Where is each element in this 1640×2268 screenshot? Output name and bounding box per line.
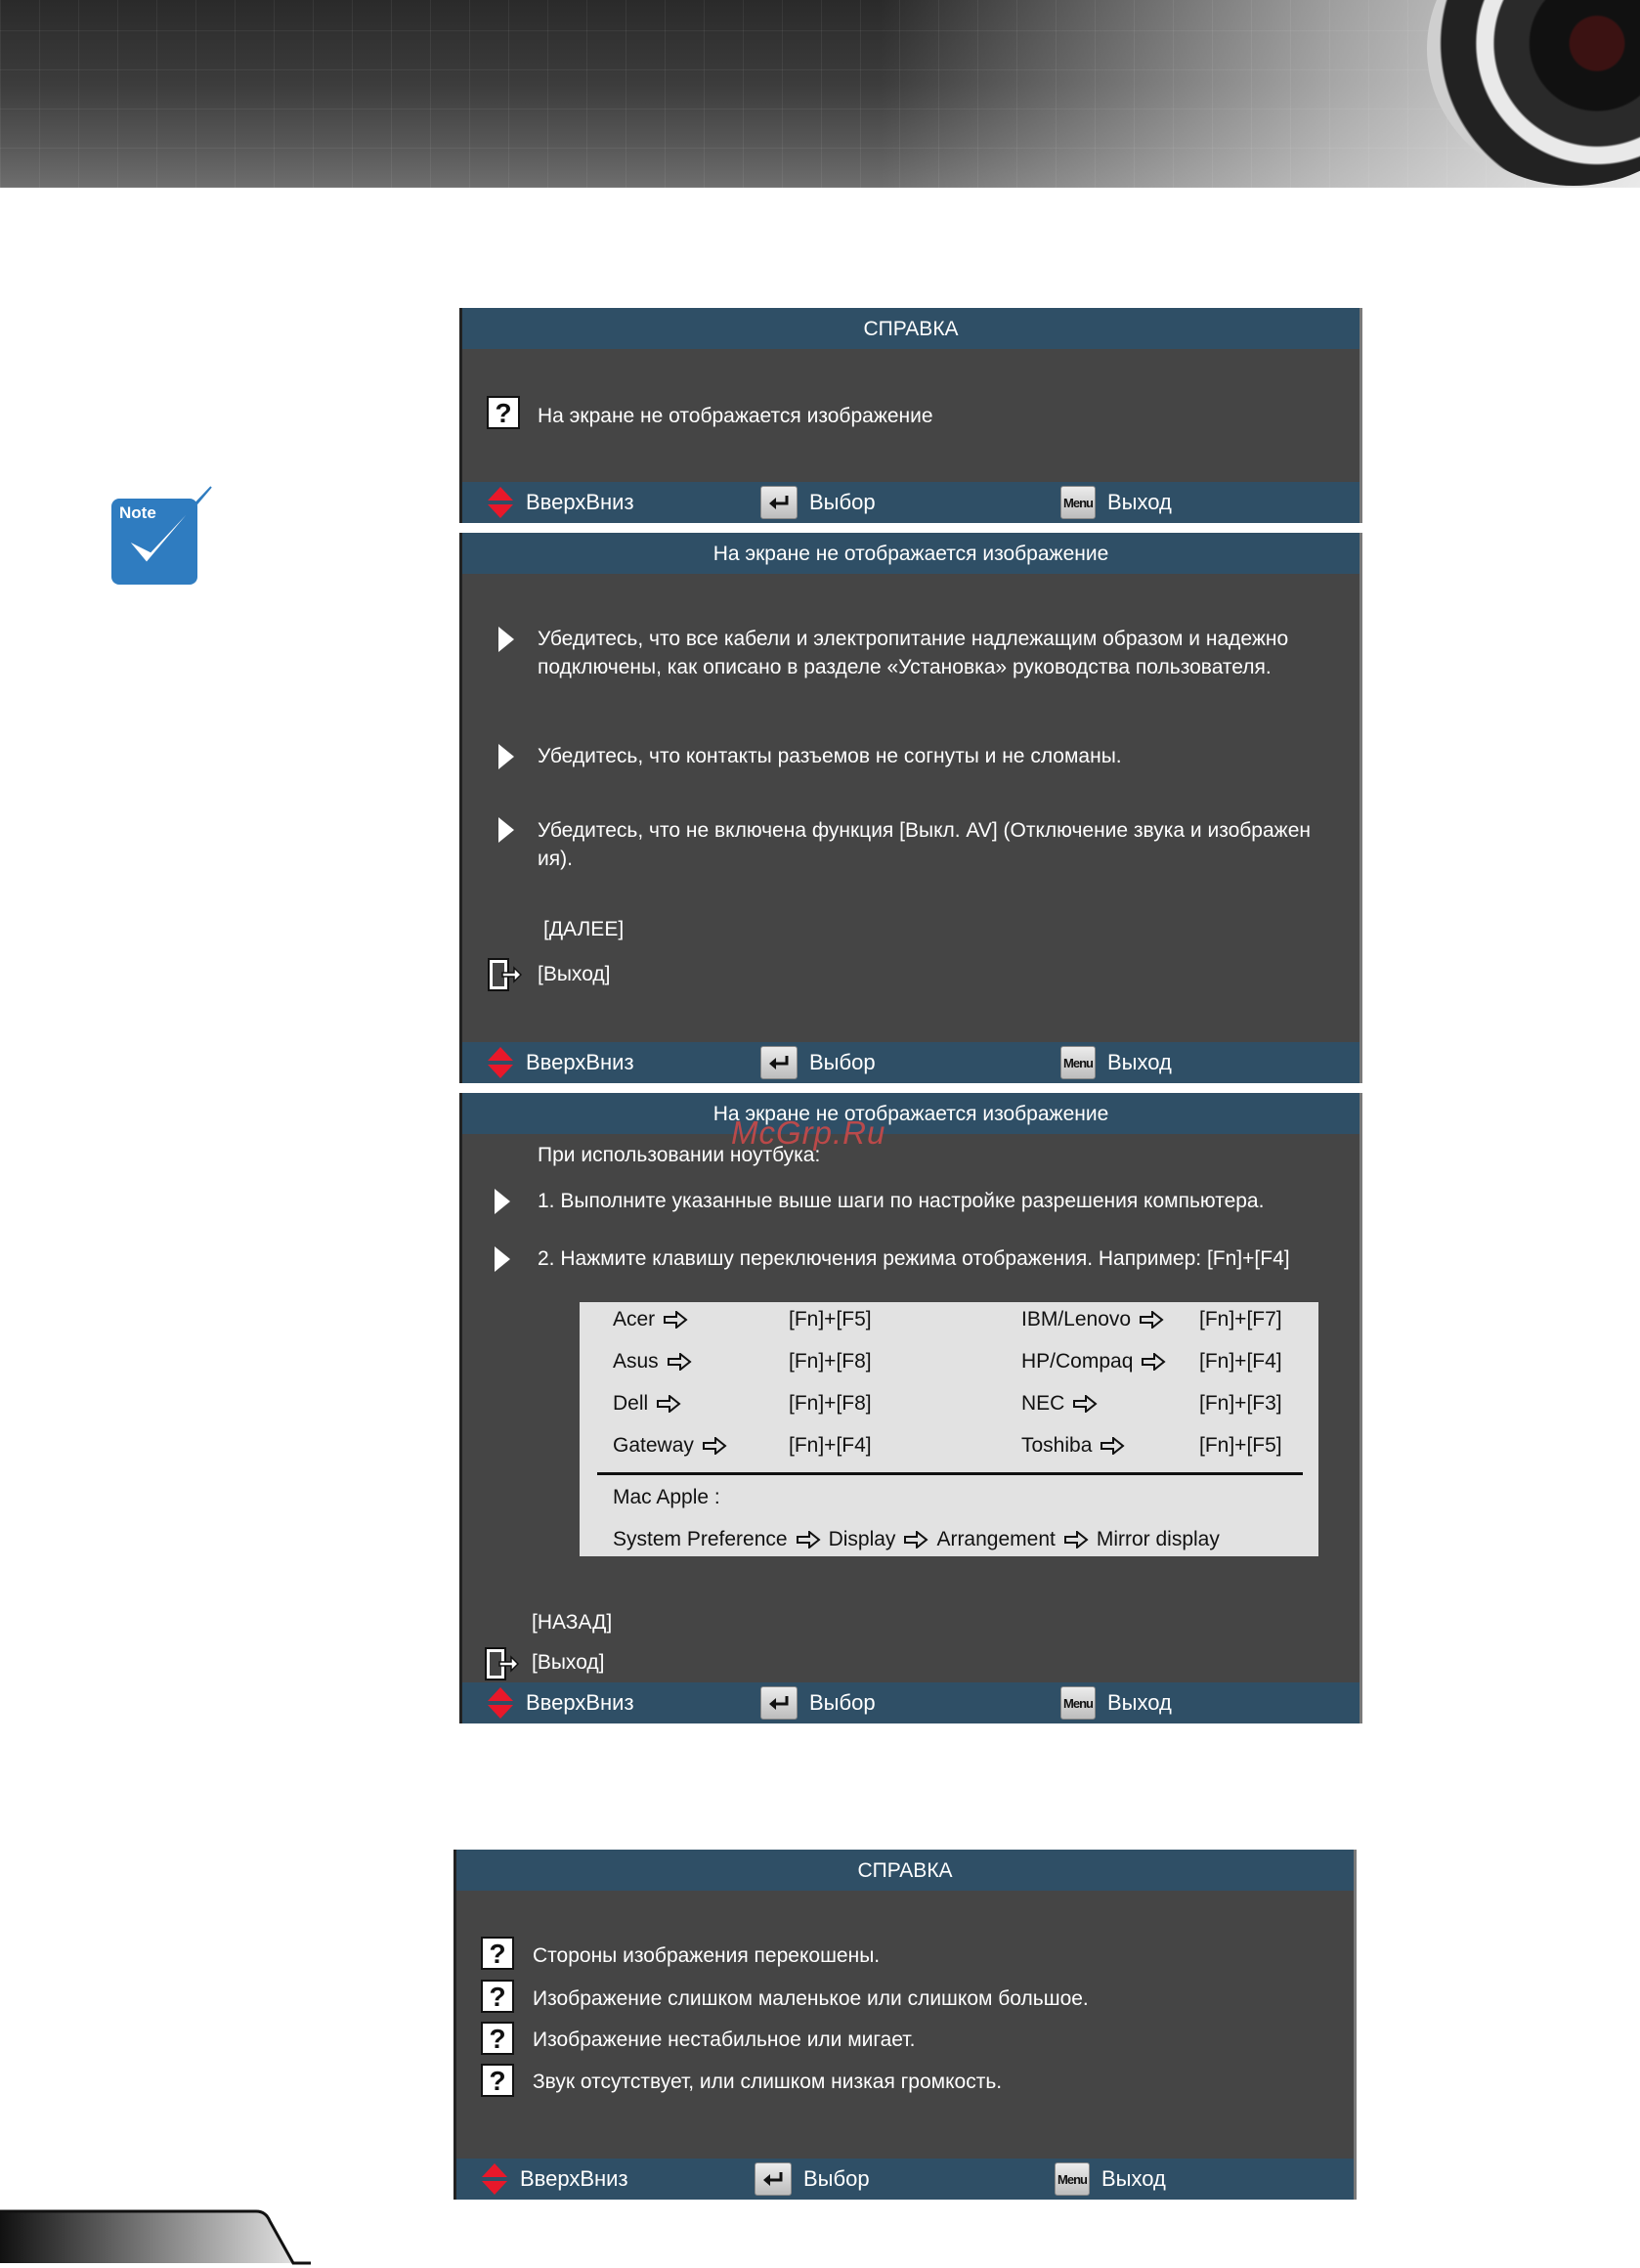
shortcut-keys: [Fn]+[F8] [789,1392,872,1415]
shortcut-keys: [Fn]+[F5] [789,1308,872,1330]
panel2-title: На экране не отображается изображение [462,533,1359,574]
mac-label: Mac Apple : [613,1486,720,1508]
footer-exit [1055,2159,1166,2200]
updown-arrows-icon [481,2162,508,2196]
footer-updown [487,1042,634,1083]
shortcut-brand: Acer [613,1306,688,1333]
exit-link[interactable]: [Выход] [532,1651,605,1674]
back-link[interactable]: [НАЗАД] [532,1611,613,1634]
shortcut-keys: [Fn]+[F8] [789,1350,872,1373]
footer-exit [1060,1042,1172,1083]
exit-link[interactable]: [Выход] [538,963,611,985]
right-arrow-icon [702,1437,727,1455]
question-icon: ? [481,1937,514,1970]
shortcut-brand: NEC [1021,1390,1098,1418]
right-arrow-icon [656,1395,681,1413]
shortcut-brand: HP/Compaq [1021,1348,1166,1375]
note-label: Note [119,503,156,522]
footer-updown-label: ВверхВниз [526,1050,634,1074]
footer-select-label: Выбор [809,1050,876,1074]
enter-key-icon [760,486,798,519]
no-image-panel-1 [459,533,1362,1083]
question-icon: ? [481,1980,514,2013]
footer-updown-label: ВверхВниз [526,1690,634,1715]
right-arrow-icon [1139,1311,1164,1329]
laptop-shortcut-table [580,1302,1318,1556]
shortcut-brand: Asus [613,1348,692,1375]
footer-updown [487,482,634,523]
footer-exit [1060,482,1172,523]
menu-key-icon: Menu [1055,2162,1090,2196]
right-arrow-icon [796,1531,821,1548]
footer-exit-label: Выход [1101,2166,1166,2191]
menu-item-keystone[interactable]: Стороны изображения перекошены. [533,1944,881,1967]
panel2-footer [462,1042,1359,1083]
watermark: McGrp.Ru [731,1114,886,1151]
bullet-pins: Убедитесь, что контакты разъемов не согнуты и не сломаны. [538,745,1122,767]
step-1: 1. Выполните указанные выше шаги по настройке разрешения компьютера. [538,1190,1265,1212]
panel4-footer [456,2159,1354,2200]
panel3-title: На экране не отображается изображение [462,1093,1359,1134]
header-banner [0,0,1640,188]
right-arrow-icon [1100,1437,1125,1455]
footer-updown [487,1682,634,1723]
footer-select [760,1682,876,1723]
footer-select [755,2159,870,2200]
table-divider [597,1472,1303,1475]
bullet-av-mute-line1: Убедитесь, что не включена функция [Выкл. AV] (Отключение звука и изображен [538,819,1311,842]
question-icon: ? [487,396,520,429]
exit-door-icon [487,957,522,992]
footer-exit-label: Выход [1107,1690,1172,1715]
menu-key-icon: Menu [1060,1046,1096,1079]
shortcut-brand: IBM/Lenovo [1021,1306,1164,1333]
help-panel-more [453,1850,1357,2200]
updown-arrows-icon [487,1046,514,1079]
shortcut-keys: [Fn]+[F7] [1199,1308,1282,1330]
footer-select-label: Выбор [809,1690,876,1715]
footer-select [760,482,876,523]
panel1-footer [462,482,1359,523]
help-panel-main [459,308,1362,523]
right-arrow-icon [667,1353,692,1371]
menu-key-icon: Menu [1060,486,1096,519]
footer-updown [481,2159,628,2200]
footer-updown-label: ВверхВниз [526,490,634,514]
menu-key-icon: Menu [1060,1686,1096,1720]
updown-arrows-icon [487,1686,514,1720]
shortcut-brand: Toshiba [1021,1432,1125,1460]
shortcut-keys: [Fn]+[F4] [789,1434,872,1457]
shortcut-keys: [Fn]+[F3] [1199,1392,1282,1415]
step-2: 2. Нажмите клавишу переключения режима отображения. Например: [Fn]+[F4] [538,1247,1290,1270]
footer-select [760,1042,876,1083]
updown-arrows-icon [487,486,514,519]
shortcut-brand: Gateway [613,1432,727,1460]
panel4-title: СПРАВКА [456,1850,1354,1891]
page-corner-decoration [0,2209,313,2268]
laptop-intro: При использовании ноутбука: [538,1144,821,1166]
footer-exit [1060,1682,1172,1723]
menu-item-size[interactable]: Изображение слишком маленькое или слишком большое. [533,1987,1089,2010]
right-arrow-icon [903,1531,928,1548]
question-icon: ? [481,2064,514,2097]
enter-key-icon [760,1686,798,1720]
menu-item-sound[interactable]: Звук отсутствует, или слишком низкая громкость. [533,2071,1003,2093]
enter-key-icon [755,2162,792,2196]
menu-item-unstable[interactable]: Изображение нестабильное или мигает. [533,2028,916,2051]
footer-select-label: Выбор [803,2166,870,2191]
footer-updown-label: ВверхВниз [520,2166,628,2191]
note-check-icon [109,485,219,589]
bullet-av-mute-line2: ия). [538,848,573,870]
triangle-bullet-icon [498,744,514,769]
footer-exit-label: Выход [1107,1050,1172,1074]
exit-door-icon [484,1646,519,1681]
triangle-bullet-icon [498,817,514,843]
bullet-cables-line2: подключены, как описано в разделе «Установка» руководства пользователя. [538,656,1272,678]
right-arrow-icon [1063,1531,1089,1548]
enter-key-icon [760,1046,798,1079]
next-link[interactable]: [ДАЛЕЕ] [543,918,625,940]
shortcut-brand: Dell [613,1390,681,1418]
right-arrow-icon [1072,1395,1098,1413]
triangle-bullet-icon [495,1246,510,1272]
panel3-footer [462,1682,1359,1723]
triangle-bullet-icon [495,1189,510,1214]
right-arrow-icon [663,1311,688,1329]
shortcut-keys: [Fn]+[F5] [1199,1434,1282,1457]
mac-path: System Preference Display Arrangement Mirror display [613,1528,1220,1550]
right-arrow-icon [1141,1353,1166,1371]
menu-item-no-image[interactable]: На экране не отображается изображение [538,405,933,427]
shortcut-keys: [Fn]+[F4] [1199,1350,1282,1373]
footer-select-label: Выбор [809,490,876,514]
triangle-bullet-icon [498,627,514,652]
no-image-panel-2 [459,1093,1362,1723]
bullet-cables-line1: Убедитесь, что все кабели и электропитание надлежащим образом и надежно [538,628,1289,650]
footer-exit-label: Выход [1107,490,1172,514]
question-icon: ? [481,2022,514,2055]
panel1-title: СПРАВКА [462,308,1359,349]
